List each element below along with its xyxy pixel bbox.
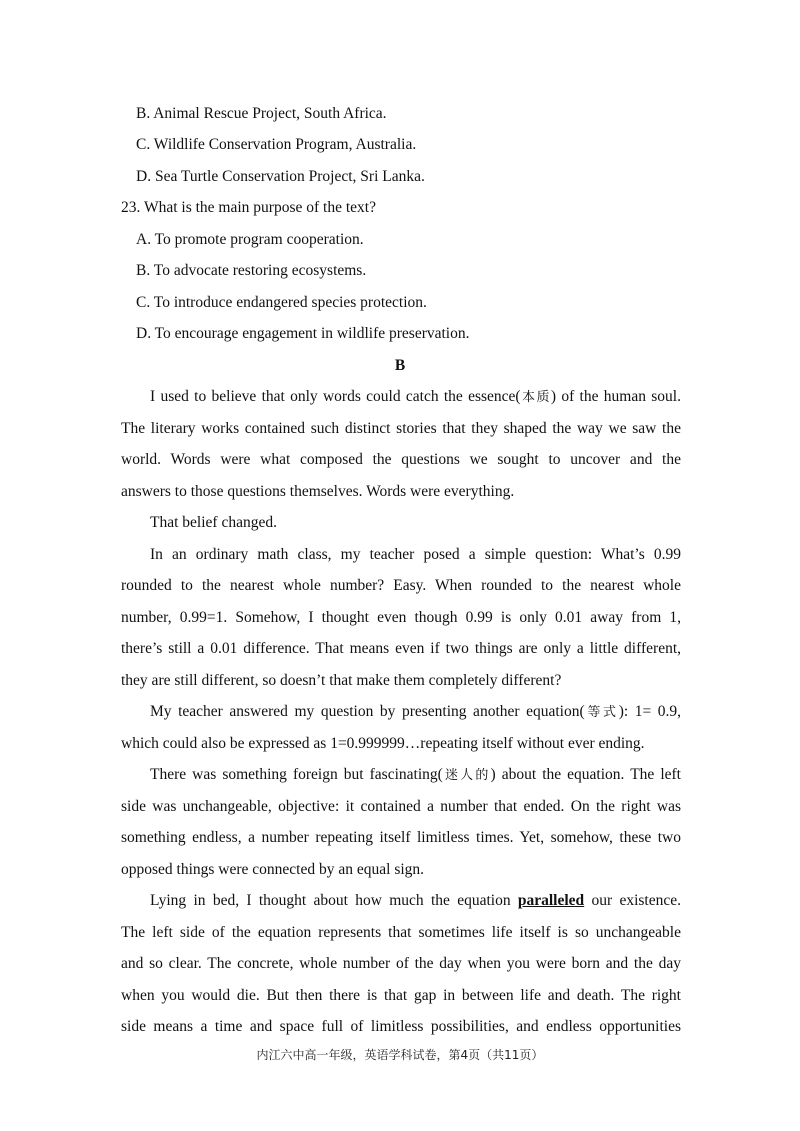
paragraph-3-line-2: rounded to the nearest whole number? Easy. When rounded to the nearest whole <box>121 577 681 594</box>
paragraph-3-line-5: they are still different, so doesn’t that make them completely different? <box>121 672 562 689</box>
paragraph-6-line-1: Lying in bed, I thought about how much the equation paralleled our existence. <box>150 892 681 909</box>
paragraph-6-line-3: and so clear. The concrete, whole number of the day when you were born and the day <box>121 955 681 972</box>
paragraph-6-line-2: The left side of the equation represents that sometimes life itself is so unchangeable <box>121 924 681 941</box>
paragraph-1-line-3: world. Words were what composed the questions we sought to uncover and the <box>121 451 681 468</box>
answer-option-c: C. Wildlife Conservation Program, Australia. <box>136 136 417 153</box>
paragraph-4-line-1: My teacher answered my question by presenting another equation(等式): 1= 0.9, <box>150 703 682 720</box>
underlined-word: paralleled <box>517 892 585 909</box>
q23-option-d: D. To encourage engagement in wildlife preservation. <box>136 325 470 342</box>
paragraph-5-line-2: side was unchangeable, objective: it contained a number that ended. On the right was <box>121 798 681 815</box>
paragraph-5-line-4: opposed things were connected by an equal sign. <box>121 861 425 878</box>
paragraph-3-line-4: there’s still a 0.01 difference. That means even if two things are only a little different, <box>121 640 681 657</box>
q23-option-a: A. To promote program cooperation. <box>136 231 364 248</box>
paragraph-2: That belief changed. <box>150 514 277 531</box>
question-23: 23. What is the main purpose of the text? <box>121 199 376 216</box>
paragraph-1-line-2: The literary works contained such distinct stories that they shaped the way we saw the <box>121 420 681 437</box>
section-heading: B <box>394 357 406 374</box>
paragraph-4-line-2: which could also be expressed as 1=0.999999…repeating itself without ever ending. <box>121 735 645 752</box>
q23-option-b: B. To advocate restoring ecosystems. <box>136 262 367 279</box>
q23-option-c: C. To introduce endangered species protection. <box>136 294 427 311</box>
answer-option-b: B. Animal Rescue Project, South Africa. <box>136 105 387 122</box>
answer-option-d: D. Sea Turtle Conservation Project, Sri Lanka. <box>136 168 425 185</box>
page-footer: 内江六中高一年级，英语学科试卷，第4页（共11页） <box>256 1048 544 1062</box>
paragraph-1-line-1: I used to believe that only words could catch the essence(本质) of the human soul. <box>150 388 681 405</box>
paragraph-6-line-5: side means a time and space full of limitless possibilities, and endless opportunities <box>121 1018 681 1035</box>
paragraph-6-line-4: when you would die. But then there is that gap in between life and death. The right <box>121 987 681 1004</box>
paragraph-3-line-1: In an ordinary math class, my teacher posed a simple question: What’s 0.99 <box>150 546 681 563</box>
paragraph-3-line-3: number, 0.99=1. Somehow, I thought even though 0.99 is only 0.01 away from 1, <box>121 609 681 626</box>
paragraph-1-line-4: answers to those questions themselves. Words were everything. <box>121 483 515 500</box>
paragraph-5-line-3: something endless, a number repeating itself limitless times. Yet, somehow, these two <box>121 829 681 846</box>
paragraph-5-line-1: There was something foreign but fascinating(迷人的) about the equation. The left <box>150 766 681 783</box>
